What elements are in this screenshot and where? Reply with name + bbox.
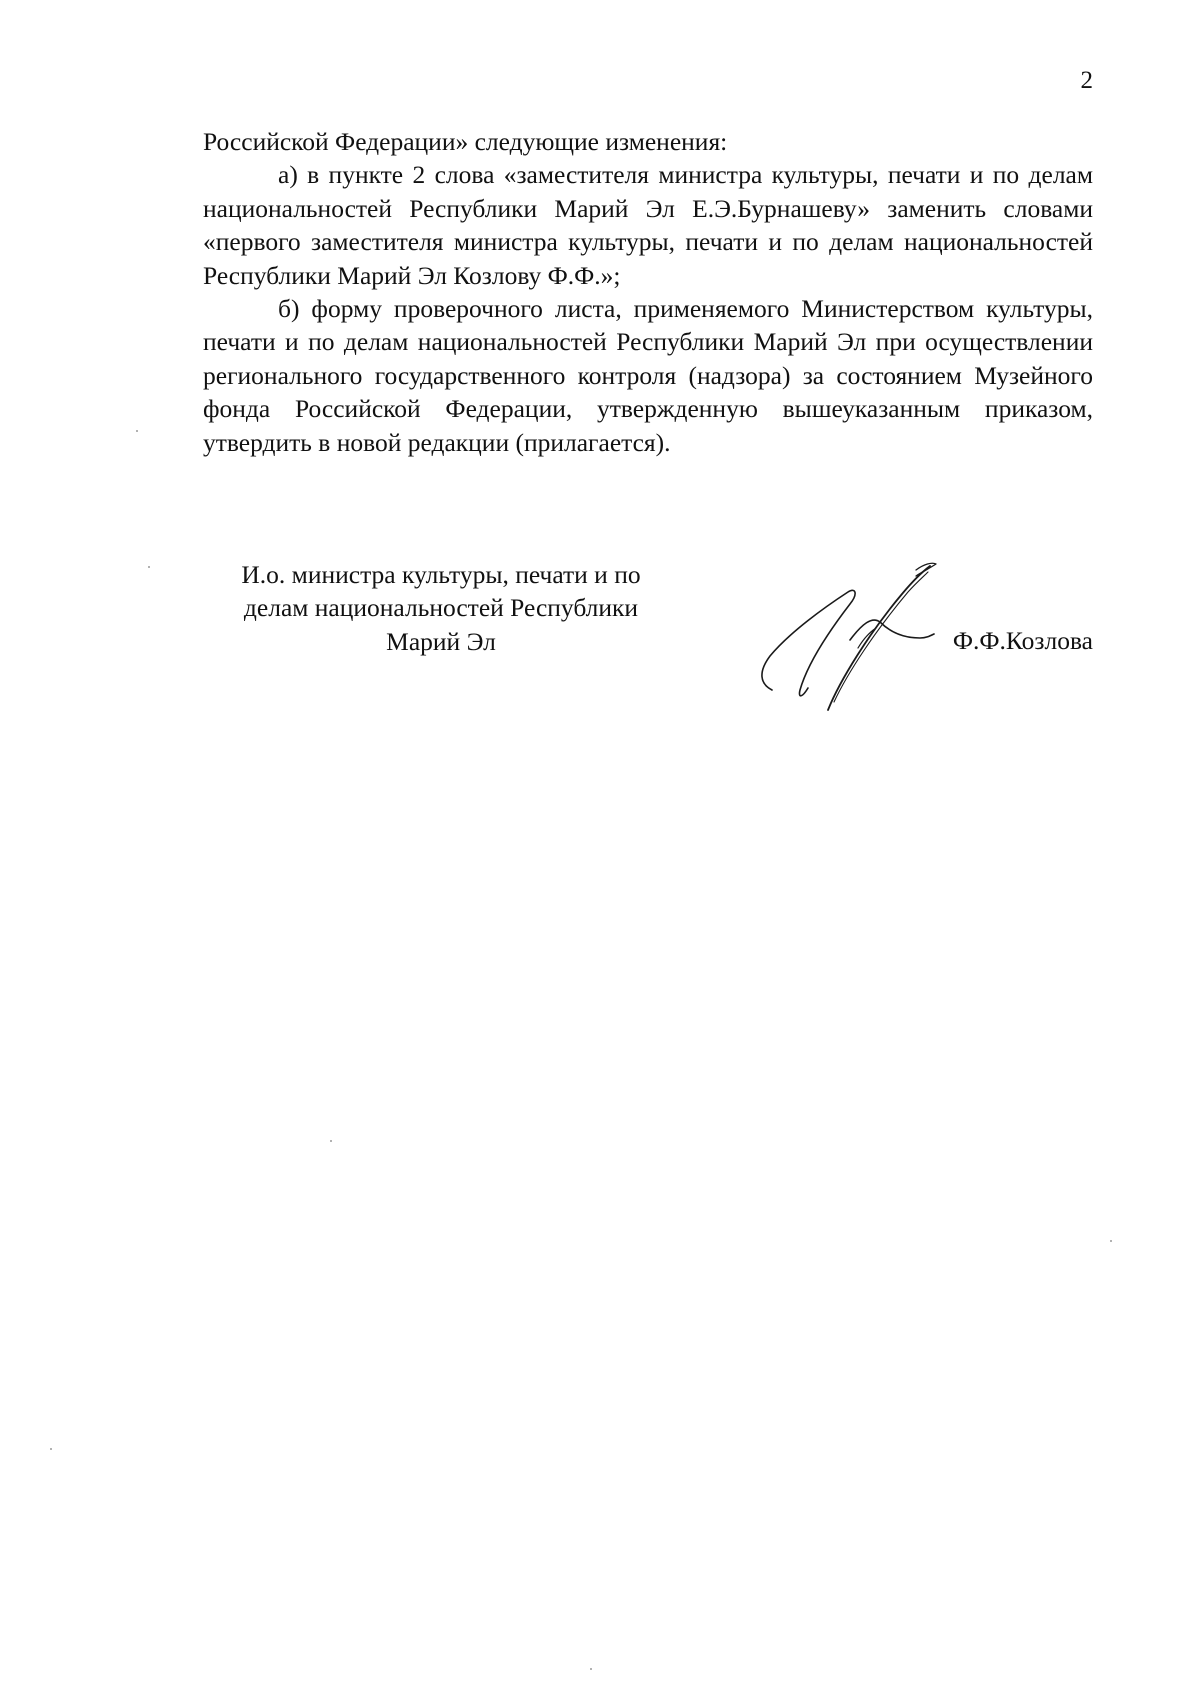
- page-number: 2: [1080, 67, 1093, 94]
- signer-name: Ф.Ф.Козлова: [952, 626, 1093, 655]
- scan-speck: [590, 1668, 592, 1670]
- paragraph-item-b: б) форму проверочного листа, применяемого Министерством культуры, печати и по делам национальностей Республики Марий Эл при осуществлении регионального государственного контроля (надзора) за состоянием Музейного фонда Российской Федерации, утвержденную вышеуказанным приказом, утвердить в новой редакции (прилагается).: [203, 294, 1093, 457]
- signature-block: [200, 558, 1100, 718]
- scan-speck: [330, 1140, 332, 1142]
- paragraph-intro: Российской Федерации» следующие изменения:: [203, 127, 728, 156]
- handwritten-signature: [730, 552, 970, 712]
- document-body: [203, 125, 1093, 459]
- scan-speck: [1110, 1240, 1112, 1242]
- signer-title: [200, 558, 682, 658]
- scan-speck: [148, 566, 150, 568]
- signer-title-line: делам национальностей Республики: [243, 593, 639, 623]
- scan-speck: [50, 1448, 52, 1450]
- signer-title-line: И.о. министра культуры, печати и по: [241, 560, 641, 589]
- paragraph-item-a: а) в пункте 2 слова «заместителя министра культуры, печати и по делам национальностей Республики Марий Эл Е.Э.Бурнашеву» заменить словами «первого заместителя министра культуры, печати и по делам национальностей Республики Марий Эл Козлову Ф.Ф.»;: [203, 160, 1093, 290]
- scan-speck: [136, 430, 138, 432]
- signer-title-line: Марий Эл: [386, 626, 496, 656]
